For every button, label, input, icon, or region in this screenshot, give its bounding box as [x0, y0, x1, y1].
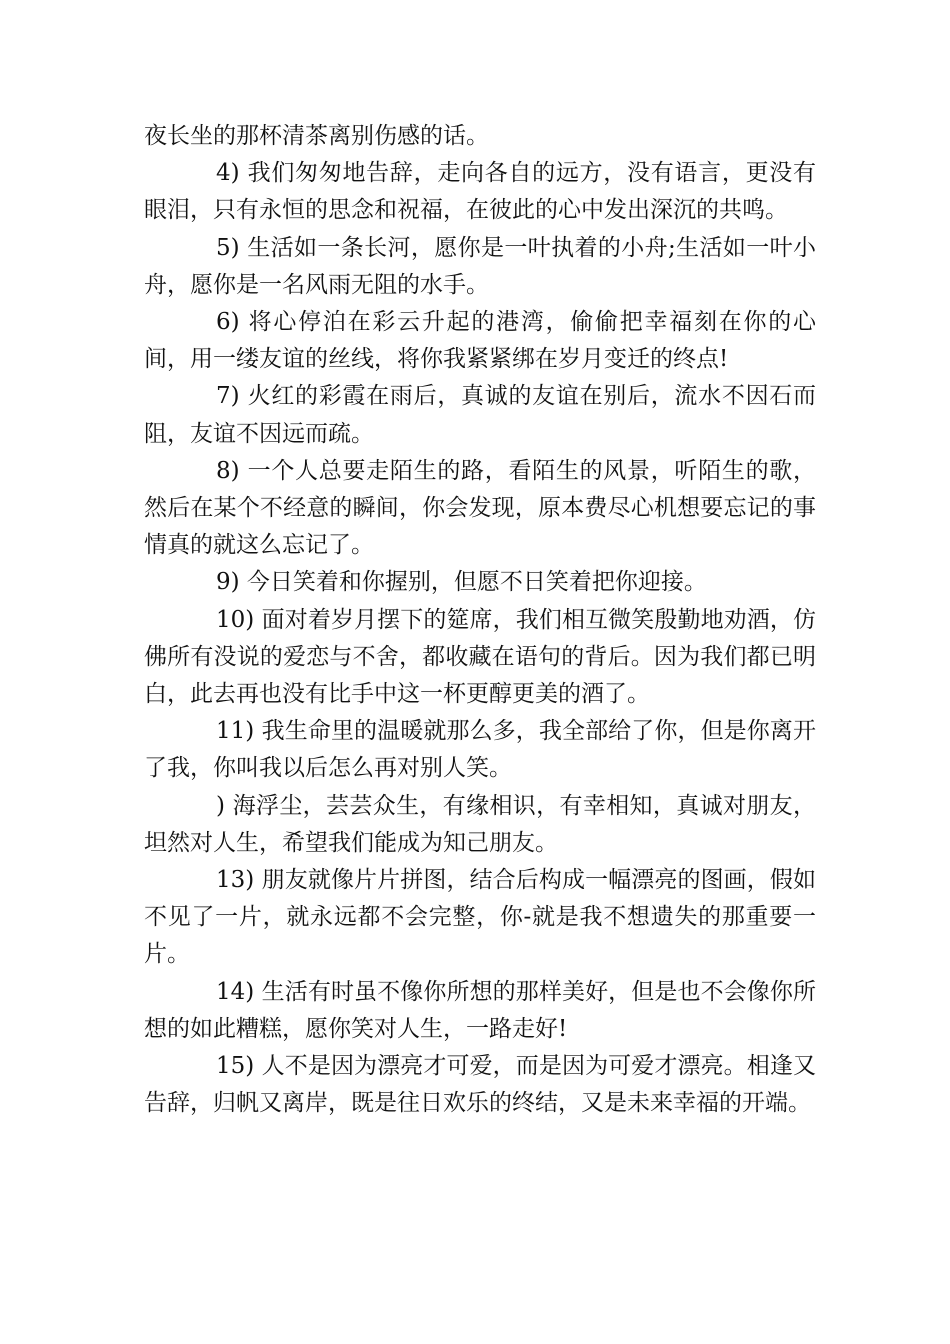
paragraph-14: 14) 生活有时虽不像你所想的那样美好，但是也不会像你所想的如此糟糕，愿你笑对人生，一路走好!	[144, 978, 816, 1042]
paragraph-6: 6) 将心停泊在彩云升起的港湾，偷偷把幸福刻在你的心间，用一缕友谊的丝线，将你我紧紧绑在岁月变迁的终点!	[144, 309, 816, 373]
paragraph-12: ) 海浮尘，芸芸众生，有缘相识，有幸相知，真诚对朋友，坦然对人生，希望我们能成为知己朋友。	[144, 792, 816, 856]
paragraph-7: 7) 火红的彩霞在雨后，真诚的友谊在别后，流水不因石而阻，友谊不因远而疏。	[144, 383, 816, 447]
paragraph-10: 10) 面对着岁月摆下的筵席，我们相互微笑殷勤地劝酒，仿佛所有没说的爱恋与不舍，都收藏在语句的背后。因为我们都已明白，此去再也没有比手中这一杯更醇更美的酒了。	[144, 606, 816, 708]
paragraph-15: 15) 人不是因为漂亮才可爱，而是因为可爱才漂亮。相逢又告辞，归帆又离岸，既是往日欢乐的终结，又是未来幸福的开端。	[144, 1053, 816, 1117]
document-body	[144, 118, 816, 1122]
paragraph-9: 9) 今日笑着和你握别，但愿不日笑着把你迎接。	[216, 569, 707, 596]
paragraph-continuation: 夜长坐的那杯清茶离别伤感的话。	[144, 123, 489, 149]
paragraph-11: 11) 我生命里的温暖就那么多，我全部给了你，但是你离开了我，你叫我以后怎么再对别人笑。	[144, 718, 816, 782]
paragraph-5: 5) 生活如一条长河，愿你是一叶执着的小舟;生活如一叶小舟，愿你是一名风雨无阻的水手。	[144, 234, 816, 298]
paragraph-4: 4) 我们匆匆地告辞，走向各自的远方，没有语言，更没有眼泪，只有永恒的思念和祝福，在彼此的心中发出深沉的共鸣。	[144, 160, 816, 224]
paragraph-13: 13) 朋友就像片片拼图，结合后构成一幅漂亮的图画，假如不见了一片，就永远都不会完整，你-就是我不想遗失的那重要一片。	[144, 867, 816, 968]
paragraph-8: 8) 一个人总要走陌生的路，看陌生的风景，听陌生的歌，然后在某个不经意的瞬间，你会发现，原本费尽心机想要忘记的事情真的就这么忘记了。	[144, 457, 816, 559]
